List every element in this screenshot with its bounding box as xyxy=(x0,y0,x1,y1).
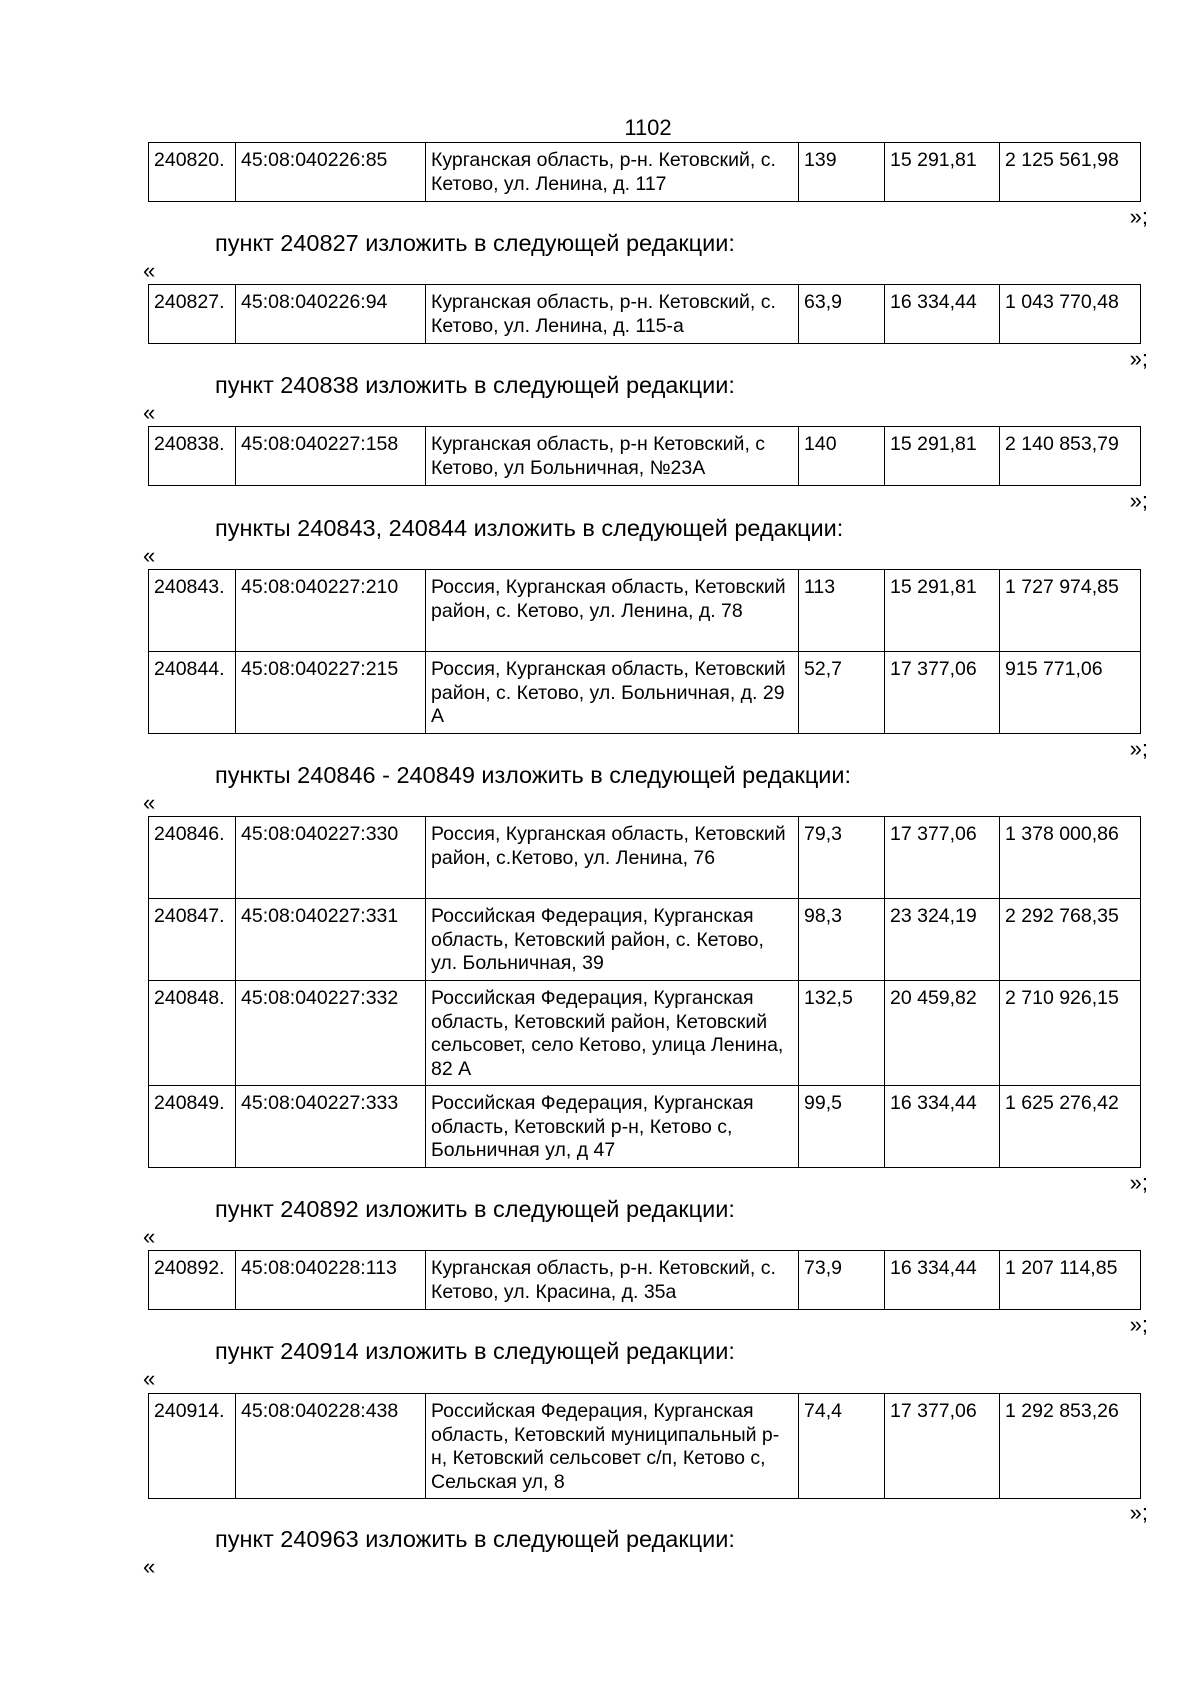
table-row xyxy=(149,427,1141,486)
table-row xyxy=(149,652,1141,734)
item-number: 240849. xyxy=(149,1086,236,1168)
amendment-instruction: пункт 240838 изложить в следующей редакции: xyxy=(215,372,735,398)
item-number: 240843. xyxy=(149,570,236,652)
table-row xyxy=(149,1394,1141,1499)
area: 140 xyxy=(799,427,885,486)
address: Россия, Курганская область, Кетовский район, с. Кетово, ул. Больничная, д. 29 А xyxy=(426,652,799,734)
item-number: 240914. xyxy=(149,1394,236,1499)
cadastral-number: 45:08:040227:330 xyxy=(236,817,426,899)
item-number: 240820. xyxy=(149,143,236,202)
price-per-sqm: 16 334,44 xyxy=(885,285,1000,344)
price-per-sqm: 17 377,06 xyxy=(885,1394,1000,1499)
opening-quote: « xyxy=(143,790,156,815)
cadastral-number: 45:08:040227:215 xyxy=(236,652,426,734)
opening-quote: « xyxy=(143,400,156,425)
area: 74,4 xyxy=(799,1394,885,1499)
price-per-sqm: 17 377,06 xyxy=(885,652,1000,734)
price-per-sqm: 20 459,82 xyxy=(885,981,1000,1086)
cadastral-value: 1 207 114,85 xyxy=(1000,1251,1141,1310)
amendment-instruction: пункт 240827 изложить в следующей редакции: xyxy=(215,230,735,256)
table-row xyxy=(149,143,1141,202)
table-row xyxy=(149,285,1141,344)
cadastral-number: 45:08:040228:113 xyxy=(236,1251,426,1310)
price-per-sqm: 16 334,44 xyxy=(885,1086,1000,1168)
opening-quote: « xyxy=(143,1554,156,1579)
cadastral-number: 45:08:040227:333 xyxy=(236,1086,426,1168)
cadastral-number: 45:08:040227:331 xyxy=(236,899,426,981)
closing-quote: »; xyxy=(1129,736,1148,761)
closing-quote: »; xyxy=(1129,1500,1148,1525)
opening-quote: « xyxy=(143,1366,156,1391)
address: Курганская область, р-н. Кетовский, с. Кетово, ул. Ленина, д. 117 xyxy=(426,143,799,202)
cadastral-value: 1 625 276,42 xyxy=(1000,1086,1141,1168)
table-row xyxy=(149,817,1141,899)
area: 73,9 xyxy=(799,1251,885,1310)
price-per-sqm: 15 291,81 xyxy=(885,570,1000,652)
item-number: 240848. xyxy=(149,981,236,1086)
closing-quote: »; xyxy=(1129,1312,1148,1337)
area: 79,3 xyxy=(799,817,885,899)
area: 63,9 xyxy=(799,285,885,344)
cadastral-value: 2 292 768,35 xyxy=(1000,899,1141,981)
table-row xyxy=(149,981,1141,1086)
area: 132,5 xyxy=(799,981,885,1086)
amendment-instruction: пункты 240843, 240844 изложить в следующей редакции: xyxy=(215,515,844,541)
price-per-sqm: 16 334,44 xyxy=(885,1251,1000,1310)
cadastral-value: 1 727 974,85 xyxy=(1000,570,1141,652)
price-per-sqm: 15 291,81 xyxy=(885,143,1000,202)
price-per-sqm: 17 377,06 xyxy=(885,817,1000,899)
cadastral-number: 45:08:040226:85 xyxy=(236,143,426,202)
table-row xyxy=(149,1086,1141,1168)
cadastral-number: 45:08:040228:438 xyxy=(236,1394,426,1499)
amendment-instruction: пункты 240846 - 240849 изложить в следующей редакции: xyxy=(215,762,852,788)
closing-quote: »; xyxy=(1129,1170,1148,1195)
address: Российская Федерация, Курганская область, Кетовский р-н, Кетово с, Больничная ул, д 47 xyxy=(426,1086,799,1168)
page-number: 1102 xyxy=(624,115,672,140)
cadastral-value: 1 378 000,86 xyxy=(1000,817,1141,899)
address: Российская Федерация, Курганская область, Кетовский район, с. Кетово, ул. Больничная, 39 xyxy=(426,899,799,981)
area: 113 xyxy=(799,570,885,652)
cadastral-value: 2 710 926,15 xyxy=(1000,981,1141,1086)
closing-quote: »; xyxy=(1129,488,1148,513)
cadastral-value: 1 292 853,26 xyxy=(1000,1394,1141,1499)
amendment-instruction: пункт 240963 изложить в следующей редакции: xyxy=(215,1526,735,1552)
address: Россия, Курганская область, Кетовский район, с. Кетово, ул. Ленина, д. 78 xyxy=(426,570,799,652)
property-table xyxy=(148,426,1141,486)
property-table xyxy=(148,284,1141,344)
item-number: 240847. xyxy=(149,899,236,981)
table-row xyxy=(149,570,1141,652)
area: 98,3 xyxy=(799,899,885,981)
opening-quote: « xyxy=(143,1224,156,1249)
item-number: 240838. xyxy=(149,427,236,486)
address: Российская Федерация, Курганская область, Кетовский муниципальный р-н, Кетовский сельсовет с/п, Кетово с, Сельская ул, 8 xyxy=(426,1394,799,1499)
cadastral-value: 915 771,06 xyxy=(1000,652,1141,734)
opening-quote: « xyxy=(143,258,156,283)
amendment-instruction: пункт 240892 изложить в следующей редакции: xyxy=(215,1196,735,1222)
price-per-sqm: 15 291,81 xyxy=(885,427,1000,486)
amendment-instruction: пункт 240914 изложить в следующей редакции: xyxy=(215,1338,735,1364)
area: 99,5 xyxy=(799,1086,885,1168)
property-table xyxy=(148,569,1141,734)
cadastral-value: 2 125 561,98 xyxy=(1000,143,1141,202)
property-table xyxy=(148,142,1141,202)
item-number: 240844. xyxy=(149,652,236,734)
cadastral-value: 2 140 853,79 xyxy=(1000,427,1141,486)
item-number: 240846. xyxy=(149,817,236,899)
cadastral-number: 45:08:040227:210 xyxy=(236,570,426,652)
price-per-sqm: 23 324,19 xyxy=(885,899,1000,981)
address: Россия, Курганская область, Кетовский район, с.Кетово, ул. Ленина, 76 xyxy=(426,817,799,899)
closing-quote: »; xyxy=(1129,346,1148,371)
property-table xyxy=(148,1393,1141,1499)
item-number: 240827. xyxy=(149,285,236,344)
cadastral-number: 45:08:040227:158 xyxy=(236,427,426,486)
cadastral-value: 1 043 770,48 xyxy=(1000,285,1141,344)
closing-quote: »; xyxy=(1129,204,1148,229)
address: Курганская область, р-н Кетовский, с Кетово, ул Больничная, №23А xyxy=(426,427,799,486)
address: Российская Федерация, Курганская область, Кетовский район, Кетовский сельсовет, село Кетово, улица Ленина, 82 А xyxy=(426,981,799,1086)
cadastral-number: 45:08:040227:332 xyxy=(236,981,426,1086)
area: 52,7 xyxy=(799,652,885,734)
address: Курганская область, р-н. Кетовский, с. Кетово, ул. Ленина, д. 115-а xyxy=(426,285,799,344)
property-table xyxy=(148,816,1141,1168)
cadastral-number: 45:08:040226:94 xyxy=(236,285,426,344)
table-row xyxy=(149,1251,1141,1310)
table-row xyxy=(149,899,1141,981)
address: Курганская область, р-н. Кетовский, с. Кетово, ул. Красина, д. 35а xyxy=(426,1251,799,1310)
property-table xyxy=(148,1250,1141,1310)
item-number: 240892. xyxy=(149,1251,236,1310)
area: 139 xyxy=(799,143,885,202)
opening-quote: « xyxy=(143,543,156,568)
